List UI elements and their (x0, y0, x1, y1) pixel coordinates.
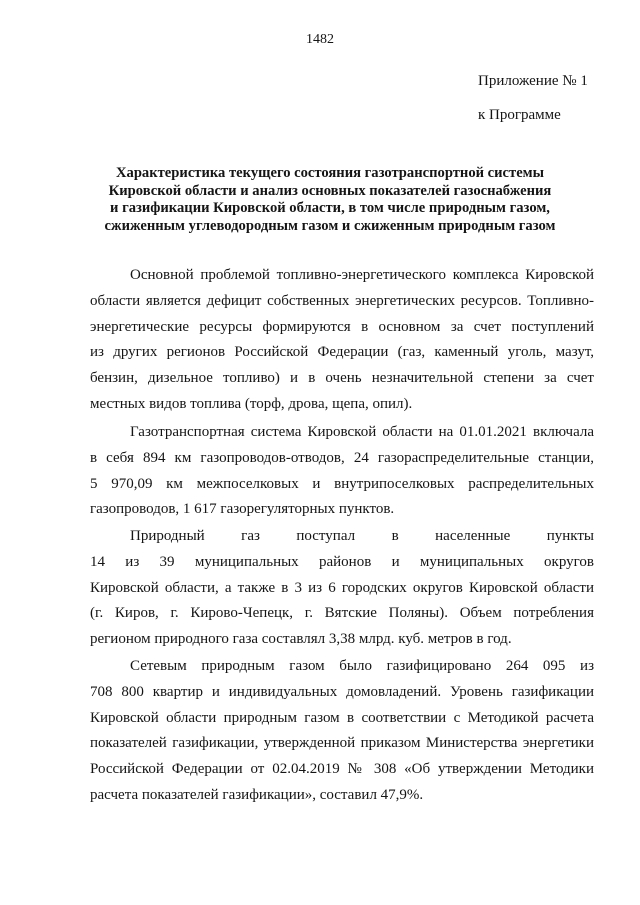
title-line: сжиженным углеводородным газом и сжиженным природным газом (104, 217, 556, 234)
paragraph-line: Сетевым природным газом было газифицировано 264 095 из (130, 658, 594, 674)
paragraph-line: из других регионов Российской Федерации (газ, каменный уголь, мазут, (90, 344, 594, 361)
paragraph-line: 14 из 39 муниципальных районов и муниципальных округов (90, 553, 594, 570)
paragraph-line: 5 970,09 км межпоселковых и внутрипоселковых распределительных (90, 475, 594, 492)
paragraph-line: Кировской области, а также в 3 из 6 городских округов Кировской области (90, 579, 594, 596)
paragraph-line: бензин, дизельное топливо) и в очень незначительной степени за счет (90, 370, 594, 387)
paragraph-line: Кировской области природным газом в соответствии с Методикой расчета (90, 709, 594, 726)
paragraph-line: (г. Киров, г. Кирово-Чепецк, г. Вятские Поляны). Объем потребления (90, 605, 594, 622)
paragraph-gasification-level (90, 654, 594, 809)
paragraph-energy-deficit (90, 263, 594, 418)
page-number: 1482 (306, 32, 334, 47)
paragraph-line: расчета показателей газификации», составил 47,9%. (90, 786, 424, 803)
paragraph-natural-gas-supply (90, 524, 594, 653)
paragraph-line: Основной проблемой топливно-энергетического комплекса Кировской (130, 267, 594, 283)
paragraph-line: 708 800 квартир и индивидуальных домовладений. Уровень газификации (90, 683, 594, 700)
paragraph-line: энергетические ресурсы формируются в основном за счет поступлений (90, 318, 594, 335)
paragraph-line: местных видов топлива (торф, дрова, щепа, опил). (90, 395, 413, 412)
title-line: Кировской области и анализ основных показателей газоснабжения (108, 182, 552, 199)
paragraph-line: Российской Федерации от 02.04.2019 № 308 «Об утверждении Методики (90, 761, 594, 778)
document-title (70, 165, 590, 235)
paragraph-line: регионом природного газа составлял 3,38 млрд. куб. метров в год. (90, 631, 512, 648)
appendix-program-label: к Программе (478, 107, 561, 123)
paragraph-line: области является дефицит собственных энергетических ресурсов. Топливно- (90, 292, 594, 309)
paragraph-line: показателей газификации, утвержденной приказом Министерства энергетики (90, 735, 594, 752)
paragraph-line: Газотранспортная система Кировской области на 01.01.2021 включала (130, 424, 594, 440)
paragraph-line: газопроводов, 1 617 газорегуляторных пунктов. (90, 501, 395, 518)
paragraph-line: в себя 894 км газопроводов-отводов, 24 газораспределительные станции, (90, 449, 594, 466)
title-line: Характеристика текущего состояния газотранспортной системы (115, 165, 545, 181)
appendix-label: Приложение № 1 (478, 73, 588, 89)
paragraph-line: Природный газ поступал в населенные пункты (130, 528, 594, 544)
paragraph-gas-transport-system (90, 420, 594, 523)
title-line: и газификации Кировской области, в том числе природным газом, (110, 200, 550, 216)
